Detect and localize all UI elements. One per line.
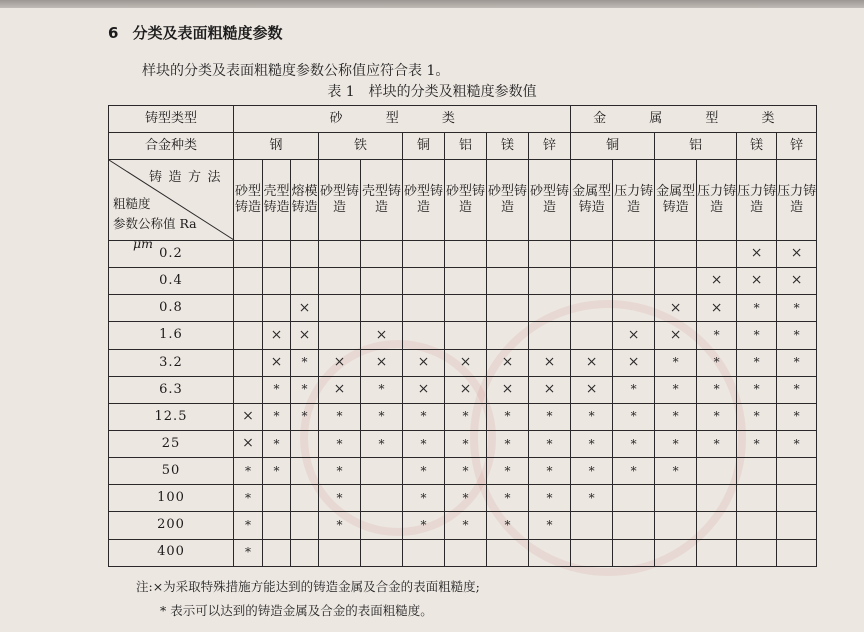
roughness-value: 200	[109, 512, 234, 539]
empty-cell	[777, 512, 817, 539]
achievable-mark: *	[234, 458, 263, 485]
empty-cell	[319, 268, 361, 295]
table-caption	[0, 81, 864, 101]
empty-cell	[655, 539, 697, 566]
roughness-label-line1: 粗糙度	[113, 196, 151, 211]
empty-cell	[291, 241, 319, 268]
empty-cell	[263, 241, 291, 268]
achievable-mark: *	[291, 403, 319, 430]
empty-cell	[571, 295, 613, 322]
empty-cell	[234, 295, 263, 322]
achievable-mark: *	[263, 430, 291, 457]
table-row	[109, 268, 817, 295]
table-row	[109, 349, 817, 376]
table-row	[109, 485, 817, 512]
achievable-mark: *	[571, 485, 613, 512]
empty-cell	[613, 241, 655, 268]
empty-cell	[529, 295, 571, 322]
empty-cell	[571, 241, 613, 268]
casting-method-label: 铸造方法	[148, 170, 227, 185]
special-measure-mark: ×	[487, 376, 529, 403]
achievable-mark: *	[529, 430, 571, 457]
table-title: 样块的分类及粗糙度参数值	[368, 84, 537, 100]
achievable-mark: *	[445, 430, 487, 457]
process-header: 压力铸造	[697, 160, 737, 241]
alloy-copper-metal: 铜	[571, 133, 655, 160]
empty-cell	[697, 539, 737, 566]
roughness-value: 0.8	[109, 295, 234, 322]
achievable-mark: *	[737, 322, 777, 349]
empty-cell	[291, 485, 319, 512]
achievable-mark: *	[403, 430, 445, 457]
roughness-unit: μm	[133, 236, 153, 251]
special-measure-mark: ×	[697, 268, 737, 295]
empty-cell	[319, 295, 361, 322]
empty-cell	[777, 539, 817, 566]
achievable-mark: *	[777, 295, 817, 322]
empty-cell	[263, 512, 291, 539]
roughness-label	[113, 194, 197, 254]
empty-cell	[234, 322, 263, 349]
empty-cell	[319, 539, 361, 566]
achievable-mark: *	[291, 376, 319, 403]
empty-cell	[655, 485, 697, 512]
empty-cell	[234, 268, 263, 295]
roughness-value: 0.2	[109, 241, 234, 268]
achievable-mark: *	[487, 458, 529, 485]
table-row	[109, 376, 817, 403]
special-measure-mark: ×	[361, 322, 403, 349]
achievable-mark: *	[777, 376, 817, 403]
achievable-mark: *	[234, 512, 263, 539]
achievable-mark: *	[487, 485, 529, 512]
special-measure-mark: ×	[403, 349, 445, 376]
roughness-value: 3.2	[109, 349, 234, 376]
achievable-mark: *	[403, 485, 445, 512]
alloy-magnesium-sand: 镁	[487, 133, 529, 160]
special-measure-mark: ×	[529, 376, 571, 403]
special-measure-mark: ×	[737, 268, 777, 295]
alloy-aluminium-metal: 铝	[655, 133, 737, 160]
achievable-mark: *	[403, 458, 445, 485]
process-header: 砂型铸造	[529, 160, 571, 241]
achievable-mark: *	[777, 403, 817, 430]
achievable-mark: *	[571, 430, 613, 457]
alloy-zinc-sand: 锌	[529, 133, 571, 160]
achievable-mark: *	[445, 403, 487, 430]
achievable-mark: *	[737, 295, 777, 322]
achievable-mark: *	[529, 403, 571, 430]
alloy-magnesium-metal: 镁	[737, 133, 777, 160]
achievable-mark: *	[445, 458, 487, 485]
special-measure-mark: ×	[319, 349, 361, 376]
achievable-mark: *	[613, 458, 655, 485]
empty-cell	[291, 458, 319, 485]
empty-cell	[445, 295, 487, 322]
achievable-mark: *	[655, 403, 697, 430]
process-header: 压力铸造	[737, 160, 777, 241]
process-header: 砂型铸造	[234, 160, 263, 241]
achievable-mark: *	[777, 349, 817, 376]
empty-cell	[361, 295, 403, 322]
empty-cell	[487, 539, 529, 566]
achievable-mark: *	[697, 376, 737, 403]
achievable-mark: *	[697, 349, 737, 376]
achievable-mark: *	[655, 458, 697, 485]
table-row	[109, 403, 817, 430]
empty-cell	[529, 539, 571, 566]
empty-cell	[403, 268, 445, 295]
empty-cell	[403, 539, 445, 566]
header-alloy-type: 合金种类	[109, 133, 234, 160]
empty-cell	[613, 512, 655, 539]
empty-cell	[697, 241, 737, 268]
achievable-mark: *	[263, 458, 291, 485]
empty-cell	[445, 268, 487, 295]
process-header: 金属型铸造	[655, 160, 697, 241]
process-header: 熔模铸造	[291, 160, 319, 241]
achievable-mark: *	[487, 512, 529, 539]
special-measure-mark: ×	[571, 376, 613, 403]
achievable-mark: *	[361, 376, 403, 403]
special-measure-mark: ×	[234, 430, 263, 457]
alloy-copper-sand: 铜	[403, 133, 445, 160]
empty-cell	[487, 241, 529, 268]
alloy-zinc-metal: 锌	[777, 133, 817, 160]
empty-cell	[655, 268, 697, 295]
empty-cell	[697, 458, 737, 485]
section-number: 6	[108, 24, 119, 42]
note-line-2: * 表示可以达到的铸造金属及合金的表面粗糙度。	[160, 603, 433, 618]
header-metal-type: 金 属 型 类	[571, 106, 817, 133]
empty-cell	[263, 539, 291, 566]
special-measure-mark: ×	[445, 376, 487, 403]
achievable-mark: *	[529, 512, 571, 539]
empty-cell	[361, 539, 403, 566]
process-header: 砂型铸造	[403, 160, 445, 241]
achievable-mark: *	[361, 430, 403, 457]
top-edge-text-strip	[0, 0, 864, 8]
achievable-mark: *	[571, 458, 613, 485]
empty-cell	[291, 430, 319, 457]
empty-cell	[234, 349, 263, 376]
roughness-value: 1.6	[109, 322, 234, 349]
empty-cell	[487, 268, 529, 295]
roughness-value: 25	[109, 430, 234, 457]
special-measure-mark: ×	[403, 376, 445, 403]
empty-cell	[487, 295, 529, 322]
achievable-mark: *	[697, 403, 737, 430]
table-row	[109, 322, 817, 349]
achievable-mark: *	[361, 403, 403, 430]
achievable-mark: *	[319, 403, 361, 430]
process-header: 砂型铸造	[487, 160, 529, 241]
special-measure-mark: ×	[655, 295, 697, 322]
special-measure-mark: ×	[777, 268, 817, 295]
special-measure-mark: ×	[263, 349, 291, 376]
intro-paragraph: 样块的分类及表面粗糙度参数公称值应符合表 1。	[142, 63, 450, 79]
special-measure-mark: ×	[319, 376, 361, 403]
special-measure-mark: ×	[234, 403, 263, 430]
roughness-table	[108, 105, 817, 567]
special-measure-mark: ×	[291, 322, 319, 349]
achievable-mark: *	[697, 430, 737, 457]
empty-cell	[613, 485, 655, 512]
empty-cell	[613, 268, 655, 295]
empty-cell	[361, 512, 403, 539]
achievable-mark: *	[529, 458, 571, 485]
empty-cell	[697, 512, 737, 539]
special-measure-mark: ×	[737, 241, 777, 268]
empty-cell	[403, 295, 445, 322]
roughness-value: 400	[109, 539, 234, 566]
achievable-mark: *	[234, 539, 263, 566]
alloy-iron-sand: 铁	[319, 133, 403, 160]
empty-cell	[777, 458, 817, 485]
section-title: 分类及表面粗糙度参数	[132, 24, 283, 42]
achievable-mark: *	[263, 376, 291, 403]
special-measure-mark: ×	[613, 349, 655, 376]
special-measure-mark: ×	[655, 322, 697, 349]
empty-cell	[613, 539, 655, 566]
table-row	[109, 241, 817, 268]
empty-cell	[319, 322, 361, 349]
empty-cell	[571, 268, 613, 295]
roughness-value: 6.3	[109, 376, 234, 403]
table-number: 表 1	[327, 84, 355, 100]
special-measure-mark: ×	[571, 349, 613, 376]
empty-cell	[291, 268, 319, 295]
process-header: 砂型铸造	[445, 160, 487, 241]
diagonal-header-cell	[109, 160, 234, 251]
empty-cell	[234, 376, 263, 403]
alloy-steel-sand: 钢	[234, 133, 319, 160]
roughness-value: 12.5	[109, 403, 234, 430]
special-measure-mark: ×	[445, 349, 487, 376]
process-header: 壳型铸造	[263, 160, 291, 241]
empty-cell	[777, 485, 817, 512]
achievable-mark: *	[777, 322, 817, 349]
empty-cell	[361, 458, 403, 485]
table-row	[109, 512, 817, 539]
special-measure-mark: ×	[697, 295, 737, 322]
achievable-mark: *	[613, 403, 655, 430]
empty-cell	[263, 295, 291, 322]
empty-cell	[487, 322, 529, 349]
empty-cell	[529, 322, 571, 349]
empty-cell	[571, 539, 613, 566]
process-header: 压力铸造	[613, 160, 655, 241]
achievable-mark: *	[319, 430, 361, 457]
empty-cell	[737, 458, 777, 485]
table-row	[109, 295, 817, 322]
empty-cell	[737, 539, 777, 566]
empty-cell	[361, 268, 403, 295]
process-header: 压力铸造	[777, 160, 817, 241]
table-row	[109, 458, 817, 485]
empty-cell	[291, 539, 319, 566]
achievable-mark: *	[655, 349, 697, 376]
achievable-mark: *	[571, 403, 613, 430]
achievable-mark: *	[655, 376, 697, 403]
empty-cell	[361, 241, 403, 268]
achievable-mark: *	[737, 403, 777, 430]
empty-cell	[445, 539, 487, 566]
empty-cell	[655, 241, 697, 268]
table-notes	[136, 575, 480, 623]
roughness-value: 0.4	[109, 268, 234, 295]
empty-cell	[529, 268, 571, 295]
header-sand-type: 砂 型 类	[234, 106, 571, 133]
empty-cell	[655, 512, 697, 539]
empty-cell	[263, 485, 291, 512]
empty-cell	[737, 485, 777, 512]
special-measure-mark: ×	[361, 349, 403, 376]
process-header: 砂型铸造	[319, 160, 361, 241]
achievable-mark: *	[737, 430, 777, 457]
empty-cell	[291, 512, 319, 539]
achievable-mark: *	[445, 485, 487, 512]
empty-cell	[737, 512, 777, 539]
section-heading	[108, 22, 282, 43]
achievable-mark: *	[697, 322, 737, 349]
achievable-mark: *	[319, 485, 361, 512]
achievable-mark: *	[234, 485, 263, 512]
achievable-mark: *	[487, 403, 529, 430]
achievable-mark: *	[445, 512, 487, 539]
roughness-value: 100	[109, 485, 234, 512]
empty-cell	[571, 322, 613, 349]
special-measure-mark: ×	[263, 322, 291, 349]
table-row	[109, 430, 817, 457]
achievable-mark: *	[737, 349, 777, 376]
empty-cell	[697, 485, 737, 512]
special-measure-mark: ×	[529, 349, 571, 376]
note-line-1: 注:×为采取特殊措施方能达到的铸造金属及合金的表面粗糙度;	[136, 579, 480, 594]
achievable-mark: *	[613, 430, 655, 457]
achievable-mark: *	[319, 512, 361, 539]
achievable-mark: *	[737, 376, 777, 403]
table-row	[109, 539, 817, 566]
header-casting-type: 铸型类型	[109, 106, 234, 133]
roughness-value: 50	[109, 458, 234, 485]
achievable-mark: *	[777, 430, 817, 457]
achievable-mark: *	[487, 430, 529, 457]
empty-cell	[263, 268, 291, 295]
empty-cell	[445, 322, 487, 349]
alloy-aluminium-sand: 铝	[445, 133, 487, 160]
special-measure-mark: ×	[487, 349, 529, 376]
empty-cell	[319, 241, 361, 268]
roughness-label-line2: 参数公称值 Ra	[113, 216, 197, 231]
achievable-mark: *	[263, 403, 291, 430]
empty-cell	[403, 322, 445, 349]
empty-cell	[361, 485, 403, 512]
empty-cell	[234, 241, 263, 268]
empty-cell	[613, 295, 655, 322]
achievable-mark: *	[403, 403, 445, 430]
special-measure-mark: ×	[777, 241, 817, 268]
achievable-mark: *	[403, 512, 445, 539]
process-header: 金属型铸造	[571, 160, 613, 241]
achievable-mark: *	[529, 485, 571, 512]
achievable-mark: *	[291, 349, 319, 376]
empty-cell	[571, 512, 613, 539]
achievable-mark: *	[613, 376, 655, 403]
empty-cell	[529, 241, 571, 268]
empty-cell	[445, 241, 487, 268]
achievable-mark: *	[319, 458, 361, 485]
process-header: 壳型铸造	[361, 160, 403, 241]
special-measure-mark: ×	[613, 322, 655, 349]
achievable-mark: *	[655, 430, 697, 457]
special-measure-mark: ×	[291, 295, 319, 322]
empty-cell	[403, 241, 445, 268]
